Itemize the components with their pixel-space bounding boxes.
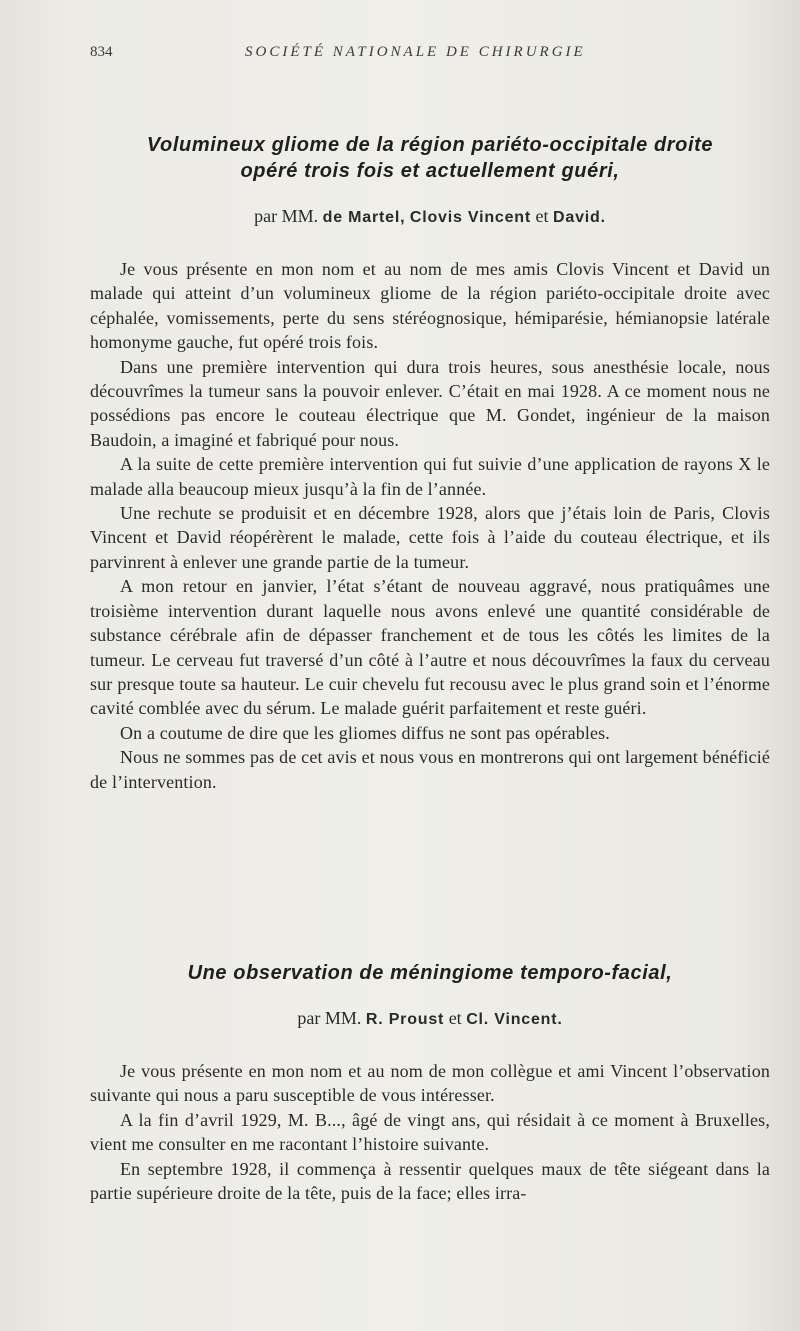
paragraph: Je vous présente en mon nom et au nom de mes amis Clovis Vincent et David un malade qui atteint d’un volumineux gliome de la région pariéto-occipitale droite avec céphalée, vomissements, perte du sens stéréognosique, hémiparésie, hémianopsie latérale homonyme gauche, fut opéré trois fois.: [90, 259, 770, 353]
running-head: SOCIÉTÉ NATIONALE DE CHIRURGIE: [245, 44, 586, 60]
paragraph: Une rechute se produisit et en décembre 1928, alors que j’étais loin de Paris, Clovis Vincent et David réopérèrent le malade, cette fois à l’aide du couteau électrique, et ils parvinrent à enlever une grande partie de la tumeur.: [90, 503, 770, 572]
article-meningiome: [90, 960, 770, 1205]
paragraph: A la fin d’avril 1929, M. B..., âgé de vingt ans, qui résidait à ce moment à Bruxelles, vient me consulter en me racontant l’histoire suivante.: [90, 1109, 770, 1155]
paragraph: On a coutume de dire que les gliomes diffus ne sont pas opérables.: [120, 722, 610, 743]
article-title: [90, 132, 770, 184]
author-clovis-vincent: Clovis Vincent: [409, 209, 532, 226]
paragraph: Je vous présente en mon nom et au nom de mon collègue et ami Vincent l’observation suivante qui nous a paru susceptible de vous intéresser.: [90, 1061, 770, 1106]
author-david: David.: [553, 209, 606, 226]
author-proust: R. Proust: [365, 1011, 445, 1028]
article-authors: [90, 206, 770, 227]
page-header: [90, 44, 770, 66]
article-body: [90, 257, 770, 794]
author-de-martel: de Martel,: [322, 209, 406, 226]
authors-prefix: par MM.: [297, 1008, 362, 1028]
article-title-line-2: opéré trois fois et actuellement guéri,: [240, 160, 620, 182]
article-title: Une observation de méningiome temporo-facial,: [187, 962, 673, 984]
paragraph: En septembre 1928, il commença à ressentir quelques maux de tête siégeant dans la partie supérieure droite de la tête, puis de la face; elles irra-: [90, 1158, 770, 1204]
authors-prefix: par MM.: [254, 206, 319, 226]
article-title-line-1: Volumineux gliome de la région pariéto-occipitale droite: [146, 134, 714, 156]
article-gliome: [90, 132, 770, 794]
page-number: 834: [90, 44, 113, 60]
authors-conjunction: et: [535, 206, 549, 226]
paragraph: A mon retour en janvier, l’état s’étant de nouveau aggravé, nous pratiquâmes une troisième intervention durant laquelle nous avons enlevé une quantité considérable de substance cérébrale afin de dépasser franchement et de tous les côtés les limites de la tumeur. Le cerveau fut traversé d’un côté à l’autre et nous découvrîmes la faux du cerveau sur presque toute sa hauteur. Le cuir chevelu fut recousu avec le plus grand soin et l’énorme cavité comblée avec du sérum. Le malade guérit parfaitement et reste guéri.: [90, 576, 770, 719]
authors-conjunction: et: [448, 1008, 462, 1028]
paragraph: Dans une première intervention qui dura trois heures, sous anesthésie locale, nous découvrîmes la tumeur sans la pouvoir enlever. C’était en mai 1928. A ce moment nous ne possédions pas encore le couteau électrique que M. Gondet, ingénieur de la maison Baudoin, a imaginé et fabriqué pour nous.: [90, 356, 770, 450]
paragraph: Nous ne sommes pas de cet avis et nous vous en montrerons qui ont largement bénéficié de l’intervention.: [90, 747, 770, 792]
paragraph: A la suite de cette première intervention qui fut suivie d’une application de rayons X le malade alla beaucoup mieux jusqu’à la fin de l’année.: [90, 454, 770, 499]
author-cl-vincent: Cl. Vincent.: [466, 1011, 563, 1028]
article-authors: [90, 1008, 770, 1029]
article-body: [90, 1059, 770, 1205]
